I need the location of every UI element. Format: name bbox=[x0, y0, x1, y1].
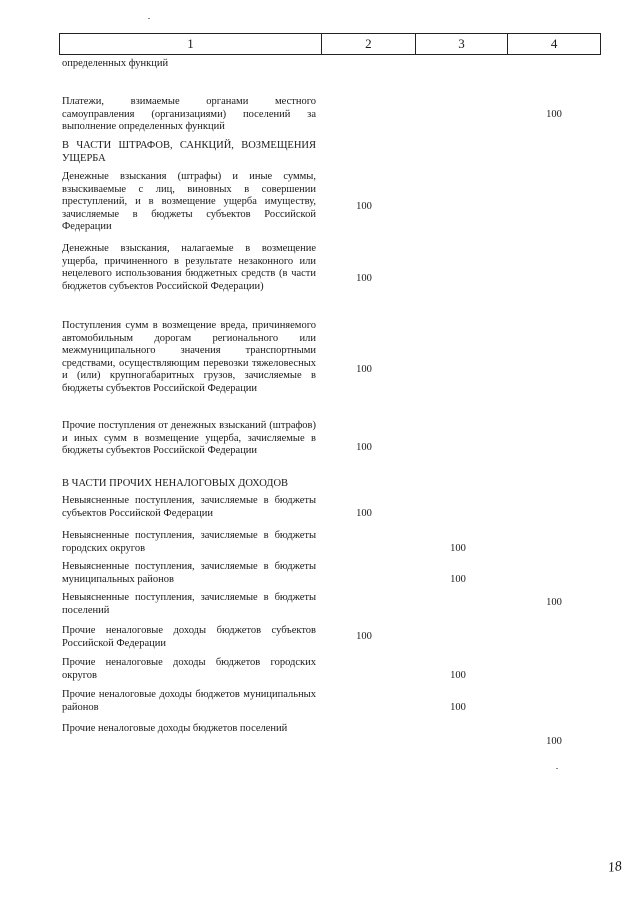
norm-value-col-2: 100 bbox=[356, 442, 372, 453]
header-col-2: 2 bbox=[322, 34, 416, 54]
income-description: Невыясненные поступления, зачисляемые в бюджеты поселений bbox=[62, 592, 316, 616]
income-description: Прочие неналоговые доходы бюджетов городских округов bbox=[62, 657, 316, 681]
header-col-1: 1 bbox=[60, 34, 322, 54]
norm-value-col-3: 100 bbox=[450, 670, 466, 681]
norm-value-col-2: 100 bbox=[356, 631, 372, 642]
norm-value-col-3: 100 bbox=[450, 543, 466, 554]
norm-value-col-2: 100 bbox=[356, 508, 372, 519]
income-description: Невыясненные поступления, зачисляемые в бюджеты муниципальных районов bbox=[62, 561, 316, 585]
norm-value-col-2: 100 bbox=[356, 201, 372, 212]
scan-speck bbox=[148, 18, 150, 19]
income-description: Невыясненные поступления, зачисляемые в бюджеты городских округов bbox=[62, 530, 316, 554]
page-number: 18 bbox=[606, 859, 623, 876]
income-description: Прочие неналоговые доходы бюджетов субъектов Российской Федерации bbox=[62, 625, 316, 649]
norm-value-col-4: 100 bbox=[546, 597, 562, 608]
continuation-text: определенных функций bbox=[62, 58, 169, 69]
income-description: Денежные взыскания, налагаемые в возмещение ущерба, причиненного в результате незаконного или нецелевого использования бюджетных средств (в части бюджетов субъектов Российской Федерации) bbox=[62, 243, 316, 292]
income-description: Поступления сумм в возмещение вреда, причиняемого автомобильным дорогам регионального или межмуниципального значения транспортными средствами, осуществляющим перевозки тяжеловесных и (или) крупногабаритных грузов, зачисляемые в бюджеты субъектов Российской Федерации bbox=[62, 320, 316, 394]
scan-speck bbox=[556, 768, 558, 769]
income-description: Прочие неналоговые доходы бюджетов поселений bbox=[62, 723, 288, 734]
norm-value-col-2: 100 bbox=[356, 364, 372, 375]
norm-value-col-4: 100 bbox=[546, 109, 562, 120]
norm-value-col-4: 100 bbox=[546, 736, 562, 747]
norm-value-col-3: 100 bbox=[450, 702, 466, 713]
section-heading: В ЧАСТИ ПРОЧИХ НЕНАЛОГОВЫХ ДОХОДОВ bbox=[62, 478, 289, 489]
income-description: Денежные взыскания (штрафы) и иные суммы, взыскиваемые с лиц, виновных в совершении преступлений, и в возмещение ущерба имуществу, зачисляемые в бюджеты субъектов Российской Федерации bbox=[62, 171, 316, 232]
income-description: Невыясненные поступления, зачисляемые в бюджеты субъектов Российской Федерации bbox=[62, 495, 316, 519]
section-heading: В ЧАСТИ ШТРАФОВ, САНКЦИЙ, ВОЗМЕЩЕНИЯ УЩЕРБА bbox=[62, 140, 316, 164]
norm-value-col-3: 100 bbox=[450, 574, 466, 585]
income-description: Платежи, взимаемые органами местного самоуправления (организациями) поселений за выполнение определенных функций bbox=[62, 96, 316, 132]
income-description: Прочие поступления от денежных взысканий (штрафов) и иных сумм в возмещение ущерба, зачисляемые в бюджеты субъектов Российской Федерации bbox=[62, 420, 316, 456]
header-col-4: 4 bbox=[550, 36, 558, 51]
income-description: Прочие неналоговые доходы бюджетов муниципальных районов bbox=[62, 689, 316, 713]
norm-value-col-2: 100 bbox=[356, 273, 372, 284]
header-col-3: 3 bbox=[416, 34, 509, 54]
